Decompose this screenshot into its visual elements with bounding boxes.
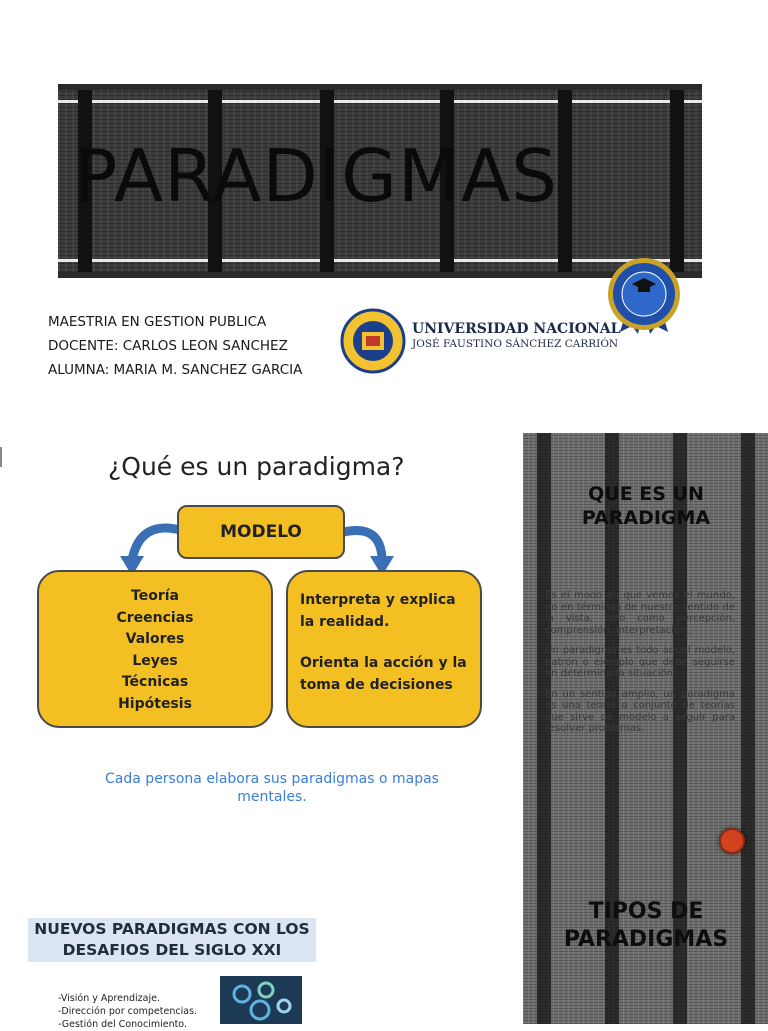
function-item: Orienta la acción y la toma de decisiones <box>300 655 467 693</box>
university-subtitle: JOSÉ FAUSTINO SÁNCHEZ CARRIÓN <box>412 338 619 350</box>
definition-paragraph: Un paradigma es todo aquel modelo, patrón o ejemplo que debe seguirse en determinada situación. <box>545 645 735 679</box>
component-item: Teoría <box>131 588 179 604</box>
dark-slide-body <box>545 590 735 744</box>
modelo-box: MODELO <box>177 505 345 559</box>
function-item: Interpreta y explica la realidad. <box>300 592 456 630</box>
banner-line <box>58 100 702 103</box>
definition-paragraph: En un sentido amplio, un paradigma es una teoría o conjunto de teorías que sirve de modelo a seguir para resolver problemas. <box>545 688 735 734</box>
banner-stripe <box>558 90 572 272</box>
list-item: -Visión y Aprendizaje. <box>58 993 160 1004</box>
dark-slide-heading: QUE ES UN PARADIGMA <box>581 483 711 529</box>
list-item: -Dirección por competencias. <box>58 1006 198 1017</box>
university-name: UNIVERSIDAD NACIONAL <box>412 321 621 337</box>
concept-title: ¿Qué es un paradigma? <box>108 452 405 481</box>
component-item: Leyes <box>132 652 178 669</box>
title-info <box>48 310 302 382</box>
program-line: MAESTRIA EN GESTION PUBLICA <box>48 314 267 330</box>
concept-caption: Cada persona elabora sus paradigmas o mapas mentales. <box>105 771 439 805</box>
teacher-line: DOCENTE: CARLOS LEON SANCHEZ <box>48 338 288 354</box>
components-box <box>37 570 273 728</box>
component-item: Creencias <box>116 609 194 626</box>
gears-icon <box>220 976 302 1024</box>
list-item: -Gestión del Conocimiento. <box>58 1019 187 1030</box>
new-paradigms-list <box>58 992 197 1031</box>
page-title: PARADIGMAS <box>74 134 558 218</box>
component-item: Hipótesis <box>118 695 192 712</box>
banner-stripe <box>670 90 684 272</box>
accent-dot-icon <box>719 828 745 854</box>
student-line: ALUMNA: MARIA M. SANCHEZ GARCIA <box>48 362 303 378</box>
definition-paragraph: Es el modo en que vemos el mundo, no en términos de nuestro sentido de la vista, sino como percepción, comprensión, interpretación. <box>545 590 735 636</box>
component-item: Valores <box>125 631 185 647</box>
types-heading: TIPOS DE PARADIGMAS <box>563 899 729 952</box>
new-paradigms-title: NUEVOS PARADIGMAS CON LOS DESAFIOS DEL SIGLO XXI <box>34 920 310 959</box>
university-seal-icon <box>338 308 408 374</box>
function-box <box>286 570 482 728</box>
slide-edge-mark <box>0 447 2 467</box>
component-item: Técnicas <box>121 674 189 690</box>
